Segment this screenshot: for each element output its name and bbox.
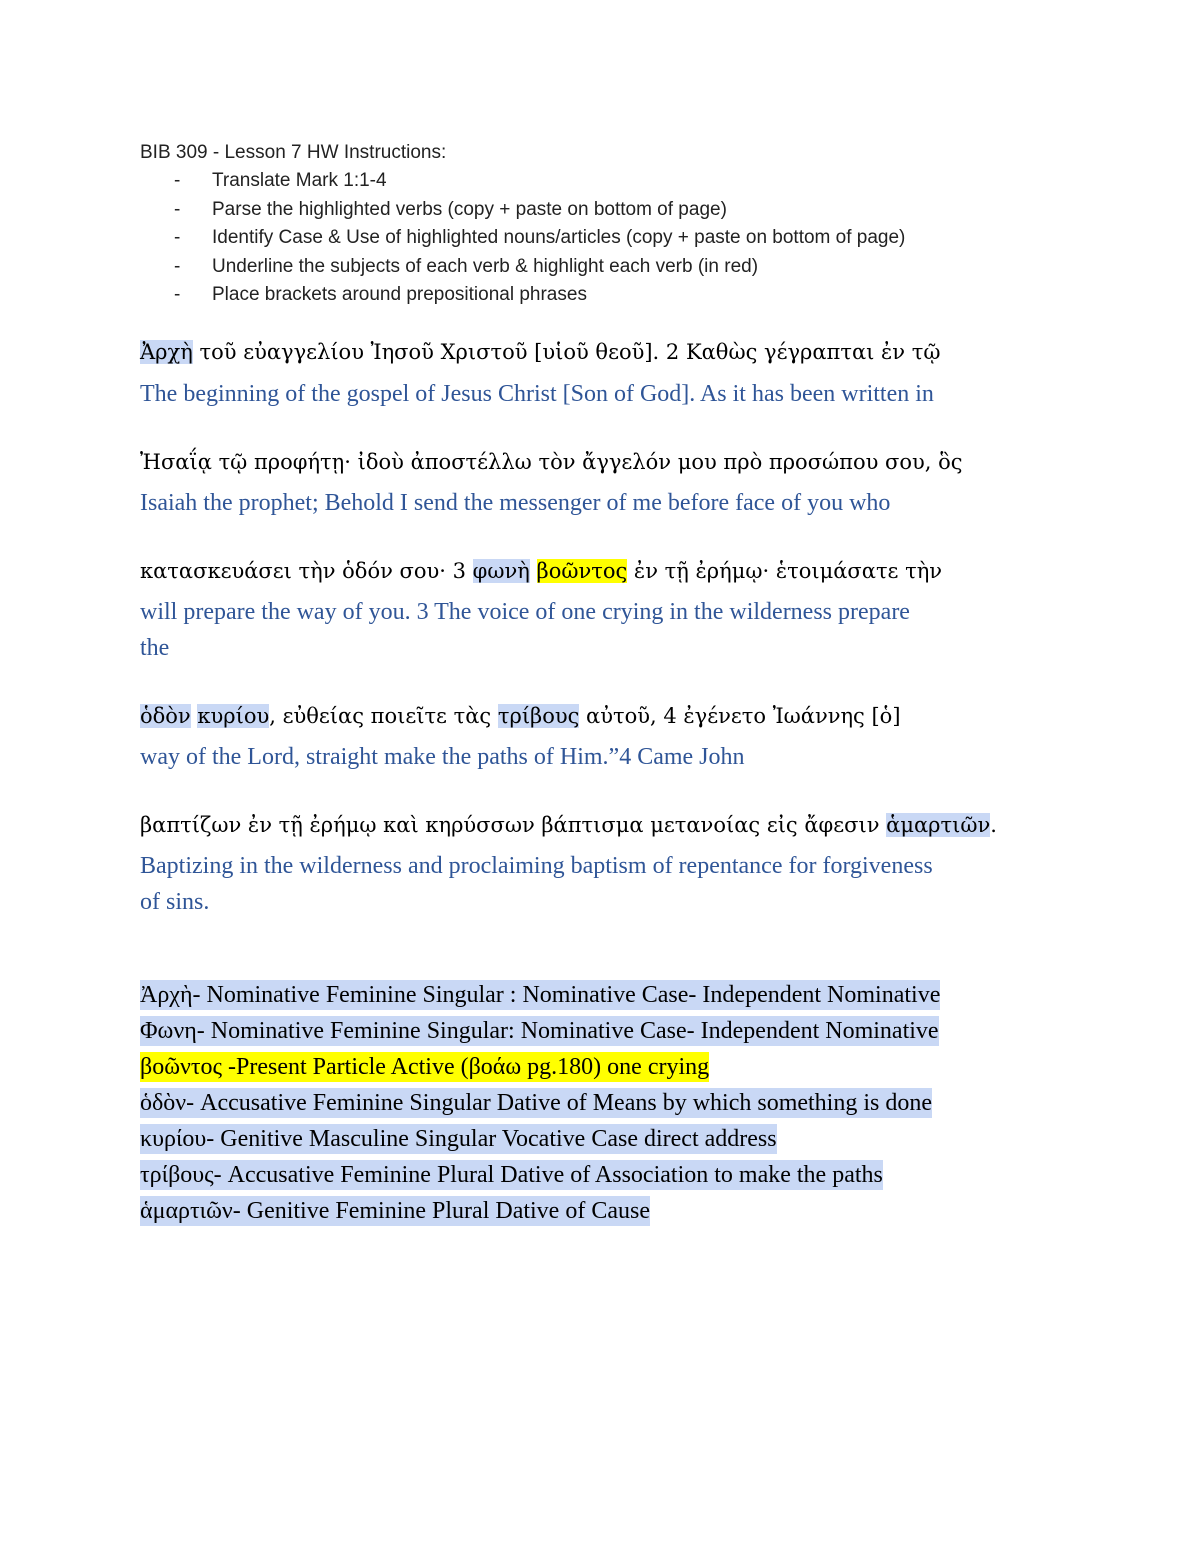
parsing-note: βοῶντος -Present Particle Active (βοάω pg.180) one crying [140, 1054, 710, 1080]
greek-line: κατασκευάσει τὴν ὁδόν σου· 3 φωνὴ βοῶντος ἐν τῇ ἐρήμῳ· ἑτοιμάσατε τὴν [140, 559, 943, 583]
parsing-note: τρίβους- Accusative Feminine Plural Dative of Association to make the paths [140, 1162, 883, 1188]
english-translation: the [140, 635, 170, 661]
highlighted-word: κυρίου [197, 704, 270, 728]
english-translation: Baptizing in the wilderness and proclaiming baptism of repentance for forgiveness [140, 853, 933, 879]
instructions-title: BIB 309 - Lesson 7 HW Instructions: [140, 142, 447, 163]
highlighted-word: Ἀρχὴ [140, 340, 193, 364]
greek-line: ὁδὸν κυρίου, εὐθείας ποιεῖτε τὰς τρίβους αὐτοῦ, 4 ἐγένετο Ἰωάννης [ὁ] [140, 704, 901, 728]
parsing-note: Φωνη- Nominative Feminine Singular: Nominative Case- Independent Nominative [140, 1018, 939, 1044]
highlighted-verb: βοῶντος [536, 559, 628, 583]
english-translation: Isaiah the prophet; Behold I send the messenger of me before face of you who [140, 490, 891, 516]
english-translation: will prepare the way of you. 3 The voice of one crying in the wilderness prepare [140, 599, 910, 625]
english-translation: way of the Lord, straight make the paths of Him.”4 Came John [140, 744, 745, 770]
english-translation: of sins. [140, 889, 210, 915]
highlighted-word: φωνὴ [472, 559, 530, 583]
document-page: BIB 309 - Lesson 7 HW Instructions: - Translate Mark 1:1-4 - Parse the highlighted verbs (copy + paste on bottom of page) - Identify Case & Use of highlighted nouns/articles (copy + paste on bottom of page) - Underline the subjects of each verb & highlight each verb (in red) - Place brackets around prepositional phrases Ἀρχὴ τοῦ εὐαγγελίου Ἰησοῦ Χριστοῦ [υἱοῦ θεοῦ]. 2 Καθὼς γέγραπται ἐν τῷ The beginning of the gospel of Jesus Christ [Son of God]. As it has been written in Ἠσαΐᾳ τῷ προφήτῃ· ἰδοὺ ἀποστέλλω τὸν ἄγγελόν μου πρὸ προσώπου σου, ὃς Isaiah the prophet; Behold I send the messenger of me before face of you who κατασκευάσει τὴν ὁδόν σου· 3 φωνὴ βοῶντος ἐν τῇ ἐρήμῳ· ἑτοιμάσατε τὴν will prepare the way of you. 3 The voice of one crying in the wilderness prepare the ὁδὸν κυρίου, εὐθείας ποιεῖτε τὰς τρίβους αὐτοῦ, 4 ἐγένετο Ἰωάννης [ὁ] way of the Lord, straight make the paths of Him.”4 Came John βαπτίζων ἐν τῇ ἐρήμῳ καὶ κηρύσσων βάπτισμα μετανοίας εἰς ἄφεσιν ἁμαρτιῶν. Baptizing in the wilderness and proclaiming baptism of repentance for forgiveness of sins. Ἀρχὴ- Nominative Feminine Singular : Nominative Case- Independent Nominative Φωνη- Nominative Feminine Singular: Nominative Case- Independent Nominative βοῶντος -Present Particle Active (βοάω pg.180) one crying ὁδὸν- Accusative Feminine Singular Dative of Means by which something is done κυρίου- Genitive Masculine Singular Vocative Case direct address τρίβους- Accusative Feminine Plural Dative of Association to make the paths ἁμαρτιῶν- Genitive Feminine Plural Dative of Cause [0, 0, 1200, 1553]
greek-line: βαπτίζων ἐν τῇ ἐρήμῳ καὶ κηρύσσων βάπτισμα μετανοίας εἰς ἄφεσιν ἁμαρτιῶν. [140, 813, 997, 837]
highlighted-word: τρίβους [497, 704, 580, 728]
parsing-notes [140, 977, 940, 1229]
greek-line: Ἀρχὴ τοῦ εὐαγγελίου Ἰησοῦ Χριστοῦ [υἱοῦ θεοῦ]. 2 Καθὼς γέγραπται ἐν τῷ [140, 340, 941, 364]
highlighted-word: ἁμαρτιῶν [886, 813, 991, 837]
parsing-note: ἁμαρτιῶν- Genitive Feminine Plural Dative of Cause [140, 1198, 650, 1224]
parsing-note: Ἀρχὴ- Nominative Feminine Singular : Nominative Case- Independent Nominative [140, 982, 941, 1008]
parsing-note: ὁδὸν- Accusative Feminine Singular Dative of Means by which something is done [140, 1090, 933, 1116]
highlighted-word: ὁδὸν [140, 704, 191, 728]
parsing-note: κυρίου- Genitive Masculine Singular Vocative Case direct address [140, 1126, 777, 1152]
greek-line: Ἠσαΐᾳ τῷ προφήτῃ· ἰδοὺ ἀποστέλλω τὸν ἄγγελόν μου πρὸ προσώπου σου, ὃς [140, 450, 963, 474]
english-translation: The beginning of the gospel of Jesus Christ [Son of God]. As it has been written in [140, 381, 934, 407]
